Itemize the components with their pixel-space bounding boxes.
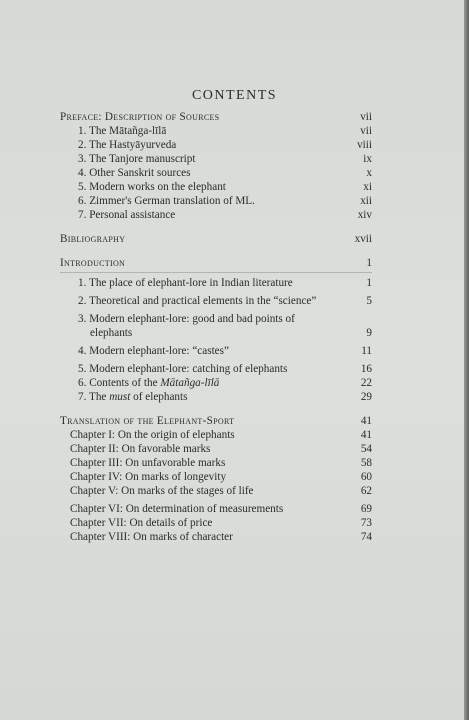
toc-entry: Chapter III: On unfavorable marks 58 [70, 457, 372, 469]
toc-entry: 3. The Tanjore manuscript ix [78, 153, 372, 165]
toc-entry: 4. Other Sanskrit sources x [78, 167, 372, 179]
toc-entry: 5. Modern works on the elephant xi [78, 181, 372, 193]
contents-heading: CONTENTS [191, 88, 278, 103]
toc-page-number: xvii [354, 233, 372, 245]
toc-entry: Chapter II: On favorable marks 54 [70, 443, 372, 455]
toc-entry: Chapter IV: On marks of longevity 60 [70, 471, 372, 483]
rule [60, 272, 372, 273]
toc-page-number: 41 [360, 415, 372, 427]
toc-entry: Chapter I: On the origin of elephants 41 [70, 429, 372, 441]
toc-entry: 4. Modern elephant-lore: “castes” 11 [78, 345, 372, 357]
toc-page-number: 1 [366, 257, 372, 269]
toc-section-title: Introduction [60, 257, 126, 269]
toc-page-number: vii [360, 111, 372, 123]
page-edge-shadow [464, 0, 469, 720]
toc-entry: 7. Personal assistance xiv [78, 209, 372, 221]
toc-section-title: Bibliography [60, 233, 126, 245]
table-of-contents [60, 110, 372, 544]
toc-entry: 3. Modern elephant-lore: good and bad points of elephants 9 [78, 313, 372, 339]
toc-section-bibliography [60, 232, 372, 246]
toc-entry: Chapter VII: On details of price 73 [70, 517, 372, 529]
toc-entry: 5. Modern elephant-lore: catching of elephants 16 [78, 363, 372, 375]
toc-entry: 1. The Mātañga-līlā vii [78, 125, 372, 137]
toc-entry: 6. Zimmer's German translation of ML. xii [78, 195, 372, 207]
toc-section-preface [60, 110, 372, 124]
toc-entry: Chapter V: On marks of the stages of life 62 [70, 485, 372, 497]
toc-entry: 2. The Hastyāyurveda viii [78, 139, 372, 151]
toc-entry: Chapter VIII: On marks of character 74 [70, 531, 372, 543]
toc-section-title: Preface: Description of Sources [60, 111, 220, 123]
toc-entry: 1. The place of elephant-lore in Indian literature 1 [78, 277, 372, 289]
toc-section-title: Translation of the Elephant-Sport [60, 415, 235, 427]
toc-entry: Chapter VI: On determination of measurements 69 [70, 503, 372, 515]
toc-entry: 6. Contents of the Mātañga-līlā 22 [78, 377, 372, 389]
toc-section-translation [60, 414, 372, 428]
toc-section-introduction [60, 256, 372, 270]
toc-entry: 2. Theoretical and practical elements in the “science” 5 [78, 295, 372, 307]
toc-entry: 7. The must of elephants 29 [78, 391, 372, 403]
